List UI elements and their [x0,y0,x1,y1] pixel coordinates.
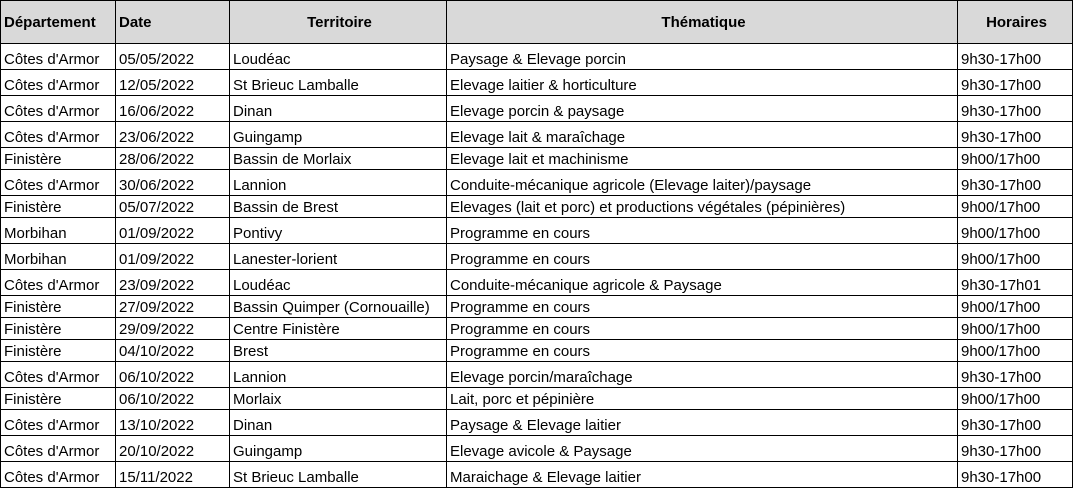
cell-departement: Côtes d'Armor [1,170,116,196]
cell-thematique: Programme en cours [447,218,958,244]
cell-departement: Côtes d'Armor [1,44,116,70]
table-row [1,244,1073,270]
cell-departement: Finistère [1,388,116,410]
cell-thematique: Elevage avicole & Paysage [447,436,958,462]
cell-thematique: Elevage lait et machinisme [447,148,958,170]
cell-date: 04/10/2022 [116,340,230,362]
cell-date: 05/07/2022 [116,196,230,218]
cell-territoire: Bassin de Morlaix [230,148,447,170]
cell-territoire: Dinan [230,96,447,122]
cell-thematique: Conduite-mécanique agricole & Paysage [447,270,958,296]
cell-departement: Finistère [1,148,116,170]
cell-territoire: Bassin Quimper (Cornouaille) [230,296,447,318]
cell-horaires: 9h30-17h01 [958,270,1073,296]
table-row [1,218,1073,244]
table-header [1,1,1073,44]
cell-departement: Côtes d'Armor [1,436,116,462]
cell-departement: Morbihan [1,218,116,244]
cell-date: 12/05/2022 [116,70,230,96]
table-row [1,170,1073,196]
header-row [1,1,1073,44]
cell-territoire: Lannion [230,170,447,196]
cell-thematique: Paysage & Elevage laitier [447,410,958,436]
cell-thematique: Elevage laitier & horticulture [447,70,958,96]
cell-horaires: 9h00/17h00 [958,388,1073,410]
cell-territoire: Loudéac [230,270,447,296]
table-row [1,436,1073,462]
table-row [1,122,1073,148]
table-row [1,296,1073,318]
cell-departement: Côtes d'Armor [1,270,116,296]
cell-thematique: Conduite-mécanique agricole (Elevage laiter)/paysage [447,170,958,196]
header-date: Date [116,1,230,44]
cell-date: 16/06/2022 [116,96,230,122]
table-row [1,462,1073,488]
cell-date: 06/10/2022 [116,388,230,410]
cell-departement: Côtes d'Armor [1,122,116,148]
cell-horaires: 9h30-17h00 [958,462,1073,488]
cell-thematique: Maraichage & Elevage laitier [447,462,958,488]
cell-departement: Finistère [1,318,116,340]
cell-horaires: 9h30-17h00 [958,44,1073,70]
cell-date: 20/10/2022 [116,436,230,462]
cell-horaires: 9h30-17h00 [958,362,1073,388]
cell-territoire: St Brieuc Lamballe [230,462,447,488]
cell-thematique: Programme en cours [447,244,958,270]
cell-date: 29/09/2022 [116,318,230,340]
cell-horaires: 9h30-17h00 [958,436,1073,462]
cell-departement: Côtes d'Armor [1,96,116,122]
cell-territoire: Lanester-lorient [230,244,447,270]
cell-departement: Côtes d'Armor [1,70,116,96]
cell-territoire: Guingamp [230,436,447,462]
cell-thematique: Lait, porc et pépinière [447,388,958,410]
cell-thematique: Paysage & Elevage porcin [447,44,958,70]
table-row [1,196,1073,218]
cell-horaires: 9h00/17h00 [958,244,1073,270]
cell-territoire: Bassin de Brest [230,196,447,218]
header-horaires: Horaires [958,1,1073,44]
table-row [1,362,1073,388]
cell-horaires: 9h30-17h00 [958,96,1073,122]
cell-horaires: 9h00/17h00 [958,218,1073,244]
cell-horaires: 9h00/17h00 [958,296,1073,318]
cell-horaires: 9h30-17h00 [958,410,1073,436]
cell-date: 23/06/2022 [116,122,230,148]
cell-horaires: 9h30-17h00 [958,122,1073,148]
cell-territoire: St Brieuc Lamballe [230,70,447,96]
table-row [1,148,1073,170]
cell-date: 05/05/2022 [116,44,230,70]
cell-departement: Côtes d'Armor [1,362,116,388]
cell-date: 01/09/2022 [116,244,230,270]
cell-departement: Finistère [1,196,116,218]
cell-horaires: 9h00/17h00 [958,196,1073,218]
cell-thematique: Programme en cours [447,340,958,362]
header-territoire: Territoire [230,1,447,44]
table-row [1,318,1073,340]
cell-territoire: Lannion [230,362,447,388]
table-row [1,96,1073,122]
cell-territoire: Pontivy [230,218,447,244]
cell-thematique: Programme en cours [447,318,958,340]
table-row [1,410,1073,436]
cell-horaires: 9h30-17h00 [958,170,1073,196]
cell-date: 30/06/2022 [116,170,230,196]
cell-horaires: 9h30-17h00 [958,70,1073,96]
cell-thematique: Programme en cours [447,296,958,318]
cell-territoire: Guingamp [230,122,447,148]
cell-territoire: Brest [230,340,447,362]
cell-date: 06/10/2022 [116,362,230,388]
cell-territoire: Centre Finistère [230,318,447,340]
cell-departement: Côtes d'Armor [1,462,116,488]
cell-horaires: 9h00/17h00 [958,148,1073,170]
cell-territoire: Morlaix [230,388,447,410]
table-row [1,388,1073,410]
cell-horaires: 9h00/17h00 [958,340,1073,362]
header-departement: Département [1,1,116,44]
cell-thematique: Elevages (lait et porc) et productions végétales (pépinières) [447,196,958,218]
cell-date: 15/11/2022 [116,462,230,488]
cell-date: 13/10/2022 [116,410,230,436]
cell-horaires: 9h00/17h00 [958,318,1073,340]
cell-departement: Finistère [1,340,116,362]
header-thematique: Thématique [447,1,958,44]
cell-territoire: Loudéac [230,44,447,70]
cell-departement: Finistère [1,296,116,318]
cell-date: 01/09/2022 [116,218,230,244]
table-row [1,44,1073,70]
cell-departement: Morbihan [1,244,116,270]
cell-date: 27/09/2022 [116,296,230,318]
table-row [1,270,1073,296]
table-body [1,44,1073,488]
cell-thematique: Elevage porcin/maraîchage [447,362,958,388]
cell-territoire: Dinan [230,410,447,436]
table-row [1,70,1073,96]
table-row [1,340,1073,362]
cell-thematique: Elevage porcin & paysage [447,96,958,122]
cell-date: 28/06/2022 [116,148,230,170]
cell-departement: Côtes d'Armor [1,410,116,436]
cell-date: 23/09/2022 [116,270,230,296]
cell-thematique: Elevage lait & maraîchage [447,122,958,148]
